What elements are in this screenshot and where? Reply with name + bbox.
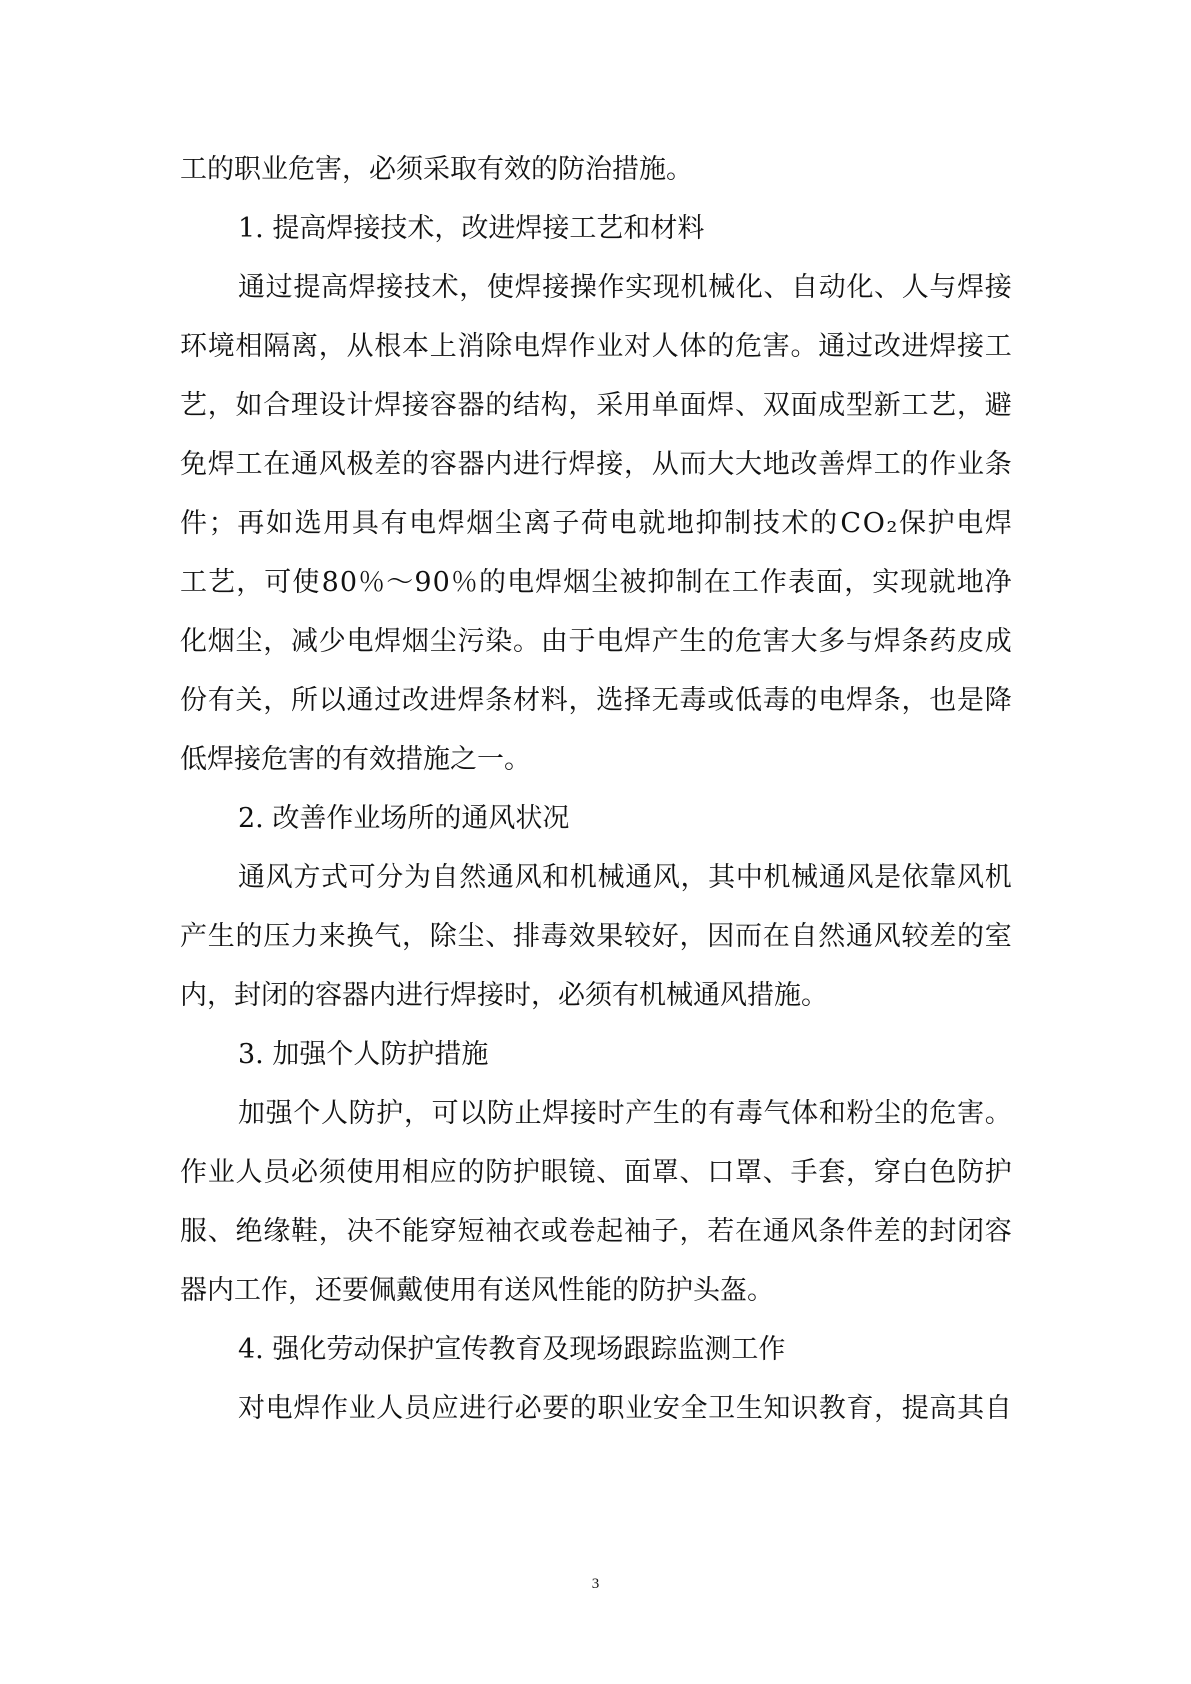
body-line: 加 强 个 人 防 护 ， 可 以 防 止 焊 接 时 产 生 的 有 毒 气 体 和 粉 尘 的 危 害 。 (238, 1098, 1012, 1129)
body-line: 工的职业危害，必须采取有效的防治措施。 (180, 154, 693, 185)
body-line: 通 风 方 式 可 分 为 自 然 通 风 和 机 械 通 风 ， 其 中 机 械 通 风 是 依 靠 风 机 (238, 862, 1012, 893)
body-line: 通 过 提 高 焊 接 技 术 ， 使 焊 接 操 作 实 现 机 械 化 、 自 动 化 、 人 与 焊 接 (238, 272, 1012, 303)
body-line: 器内工作，还要佩戴使用有送风性能的防护头盔。 (180, 1275, 774, 1306)
body-line: 内，封闭的容器内进行焊接时，必须有机械通风措施。 (180, 980, 828, 1011)
body-line: 环 境 相 隔 离 ， 从 根 本 上 消 除 电 焊 作 业 对 人 体 的 危 害 。 通 过 改 进 焊 接 工 (180, 331, 1012, 362)
body-line: 工 艺 ， 可 使 8 0 ％ ～ 9 0 ％ 的 电 焊 烟 尘 被 抑 制 在 工 作 表 面 ， 实 现 就 地 净 (180, 567, 1012, 598)
body-line: 份 有 关 ， 所 以 通 过 改 进 焊 条 材 料 ， 选 择 无 毒 或 低 毒 的 电 焊 条 ， 也 是 降 (180, 685, 1012, 716)
section-heading: 2. 改善作业场所的通风状况 (238, 803, 570, 834)
section-heading: 3. 加强个人防护措施 (238, 1039, 489, 1070)
body-line: 化 烟 尘 ， 减 少 电 焊 烟 尘 污 染 。 由 于 电 焊 产 生 的 危 害 大 多 与 焊 条 药 皮 成 (180, 626, 1012, 657)
document-body (180, 140, 1012, 1438)
body-line: 低焊接危害的有效措施之一。 (180, 744, 531, 775)
body-line: 艺 ， 如 合 理 设 计 焊 接 容 器 的 结 构 ， 采 用 单 面 焊 、 双 面 成 型 新 工 艺 ， 避 (180, 390, 1012, 421)
page-number: 3 (591, 1576, 600, 1592)
body-line: 服 、 绝 缘 鞋 ， 决 不 能 穿 短 袖 衣 或 卷 起 袖 子 ， 若 在 通 风 条 件 差 的 封 闭 容 (180, 1216, 1012, 1247)
body-line: 免 焊 工 在 通 风 极 差 的 容 器 内 进 行 焊 接 ， 从 而 大 大 地 改 善 焊 工 的 作 业 条 (180, 449, 1012, 480)
body-line: 对 电 焊 作 业 人 员 应 进 行 必 要 的 职 业 安 全 卫 生 知 识 教 育 ， 提 高 其 自 (238, 1393, 1012, 1424)
body-line: 作 业 人 员 必 须 使 用 相 应 的 防 护 眼 镜 、 面 罩 、 口 罩 、 手 套 ， 穿 白 色 防 护 (180, 1157, 1012, 1188)
body-line: 件 ； 再 如 选 用 具 有 电 焊 烟 尘 离 子 荷 电 就 地 抑 制 技 术 的 C O ₂ 保 护 电 焊 (180, 508, 1012, 539)
body-line: 产 生 的 压 力 来 换 气 ， 除 尘 、 排 毒 效 果 较 好 ， 因 而 在 自 然 通 风 较 差 的 室 (180, 921, 1012, 952)
section-heading: 4. 强化劳动保护宣传教育及现场跟踪监测工作 (238, 1334, 786, 1365)
section-heading: 1. 提高焊接技术，改进焊接工艺和材料 (238, 213, 705, 244)
